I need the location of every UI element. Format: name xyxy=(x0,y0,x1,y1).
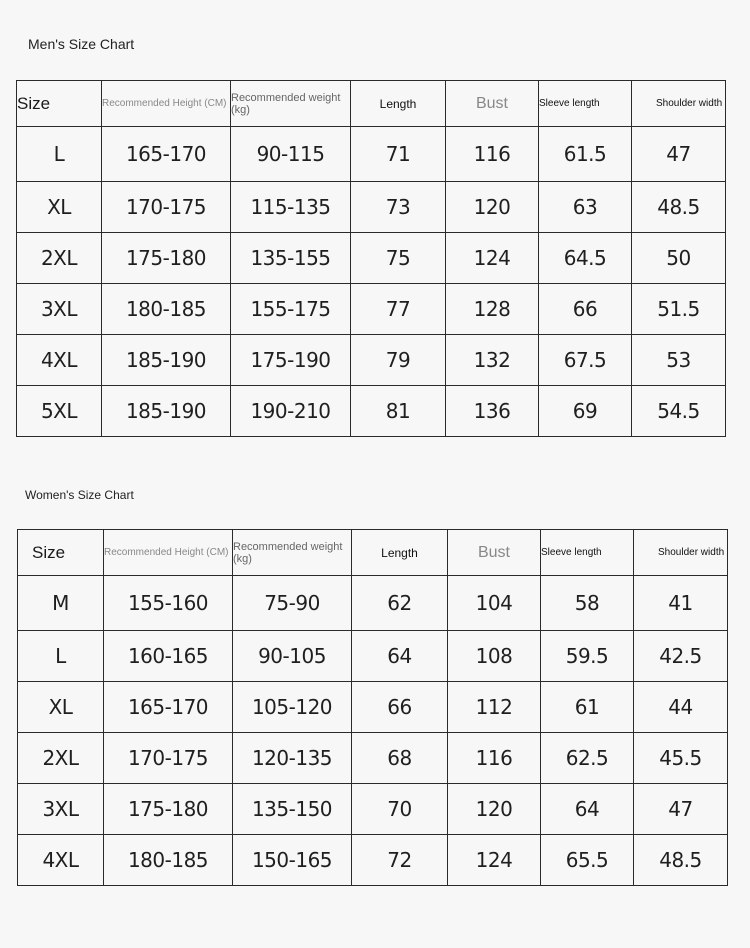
cell-bust: 108 xyxy=(448,631,541,682)
cell-length: 68 xyxy=(352,733,448,784)
cell-bust: 128 xyxy=(446,284,539,335)
table-row xyxy=(18,631,728,682)
header-length: Length xyxy=(351,81,446,127)
cell-size: L xyxy=(18,631,104,682)
cell-height: 180-185 xyxy=(102,284,231,335)
cell-weight: 120-135 xyxy=(233,733,352,784)
cell-height: 160-165 xyxy=(104,631,233,682)
cell-shoulder: 48.5 xyxy=(634,835,728,886)
cell-bust: 116 xyxy=(446,127,539,182)
cell-weight: 75-90 xyxy=(233,576,352,631)
cell-weight: 190-210 xyxy=(231,386,351,437)
header-recommended-height: Recommended Height (CM) xyxy=(102,81,231,127)
cell-height: 165-170 xyxy=(102,127,231,182)
cell-bust: 124 xyxy=(446,233,539,284)
cell-sleeve: 66 xyxy=(539,284,632,335)
table-row xyxy=(17,284,726,335)
cell-shoulder: 53 xyxy=(632,335,726,386)
cell-length: 62 xyxy=(352,576,448,631)
header-shoulder-width: Shoulder width xyxy=(634,530,728,576)
cell-sleeve: 58 xyxy=(541,576,634,631)
header-length: Length xyxy=(352,530,448,576)
cell-bust: 112 xyxy=(448,682,541,733)
cell-size: 4XL xyxy=(18,835,104,886)
cell-height: 165-170 xyxy=(104,682,233,733)
cell-bust: 104 xyxy=(448,576,541,631)
cell-shoulder: 47 xyxy=(632,127,726,182)
cell-size: 3XL xyxy=(18,784,104,835)
header-bust: Bust xyxy=(446,81,539,127)
cell-size: M xyxy=(18,576,104,631)
header-sleeve-length: Sleeve length xyxy=(539,81,632,127)
cell-weight: 90-115 xyxy=(231,127,351,182)
cell-shoulder: 48.5 xyxy=(632,182,726,233)
mens-size-table xyxy=(16,80,726,437)
cell-weight: 135-155 xyxy=(231,233,351,284)
header-size: Size xyxy=(18,530,104,576)
cell-shoulder: 44 xyxy=(634,682,728,733)
cell-shoulder: 54.5 xyxy=(632,386,726,437)
cell-height: 155-160 xyxy=(104,576,233,631)
cell-bust: 132 xyxy=(446,335,539,386)
cell-weight: 175-190 xyxy=(231,335,351,386)
cell-bust: 124 xyxy=(448,835,541,886)
cell-size: XL xyxy=(17,182,102,233)
cell-length: 73 xyxy=(351,182,446,233)
header-size: Size xyxy=(17,81,102,127)
cell-height: 170-175 xyxy=(104,733,233,784)
cell-bust: 116 xyxy=(448,733,541,784)
cell-shoulder: 50 xyxy=(632,233,726,284)
cell-length: 72 xyxy=(352,835,448,886)
header-recommended-height: Recommended Height (CM) xyxy=(104,530,233,576)
cell-height: 180-185 xyxy=(104,835,233,886)
cell-height: 185-190 xyxy=(102,386,231,437)
cell-shoulder: 42.5 xyxy=(634,631,728,682)
header-recommended-weight: Recommended weight (kg) xyxy=(233,530,352,576)
header-bust: Bust xyxy=(448,530,541,576)
cell-size: L xyxy=(17,127,102,182)
table-row xyxy=(17,127,726,182)
cell-length: 66 xyxy=(352,682,448,733)
header-recommended-weight: Recommended weight (kg) xyxy=(231,81,351,127)
cell-length: 79 xyxy=(351,335,446,386)
table-row xyxy=(17,233,726,284)
table-row xyxy=(18,784,728,835)
cell-sleeve: 65.5 xyxy=(541,835,634,886)
table-row xyxy=(17,182,726,233)
header-shoulder-width: Shoulder width xyxy=(632,81,726,127)
table-row xyxy=(18,733,728,784)
cell-size: 2XL xyxy=(17,233,102,284)
table-row xyxy=(18,682,728,733)
cell-length: 70 xyxy=(352,784,448,835)
cell-sleeve: 63 xyxy=(539,182,632,233)
cell-shoulder: 45.5 xyxy=(634,733,728,784)
cell-size: 5XL xyxy=(17,386,102,437)
table-row xyxy=(18,835,728,886)
cell-size: 2XL xyxy=(18,733,104,784)
cell-height: 170-175 xyxy=(102,182,231,233)
cell-size: 4XL xyxy=(17,335,102,386)
cell-sleeve: 61 xyxy=(541,682,634,733)
cell-sleeve: 64 xyxy=(541,784,634,835)
cell-sleeve: 62.5 xyxy=(541,733,634,784)
cell-weight: 150-165 xyxy=(233,835,352,886)
cell-bust: 120 xyxy=(448,784,541,835)
header-row xyxy=(17,81,726,127)
womens-size-table xyxy=(17,529,728,886)
cell-length: 64 xyxy=(352,631,448,682)
table-row xyxy=(18,576,728,631)
cell-shoulder: 41 xyxy=(634,576,728,631)
cell-length: 71 xyxy=(351,127,446,182)
cell-sleeve: 64.5 xyxy=(539,233,632,284)
womens-size-chart-title: Women's Size Chart xyxy=(25,488,134,502)
cell-shoulder: 47 xyxy=(634,784,728,835)
cell-height: 175-180 xyxy=(102,233,231,284)
cell-weight: 155-175 xyxy=(231,284,351,335)
cell-sleeve: 69 xyxy=(539,386,632,437)
mens-size-chart-title: Men's Size Chart xyxy=(28,36,135,52)
header-row xyxy=(18,530,728,576)
cell-shoulder: 51.5 xyxy=(632,284,726,335)
header-sleeve-length: Sleeve length xyxy=(541,530,634,576)
cell-size: 3XL xyxy=(17,284,102,335)
cell-length: 75 xyxy=(351,233,446,284)
cell-length: 81 xyxy=(351,386,446,437)
cell-weight: 105-120 xyxy=(233,682,352,733)
cell-weight: 135-150 xyxy=(233,784,352,835)
cell-size: XL xyxy=(18,682,104,733)
cell-sleeve: 61.5 xyxy=(539,127,632,182)
cell-weight: 115-135 xyxy=(231,182,351,233)
cell-height: 185-190 xyxy=(102,335,231,386)
cell-sleeve: 67.5 xyxy=(539,335,632,386)
cell-length: 77 xyxy=(351,284,446,335)
table-row xyxy=(17,335,726,386)
table-row xyxy=(17,386,726,437)
cell-bust: 136 xyxy=(446,386,539,437)
cell-weight: 90-105 xyxy=(233,631,352,682)
cell-height: 175-180 xyxy=(104,784,233,835)
cell-sleeve: 59.5 xyxy=(541,631,634,682)
cell-bust: 120 xyxy=(446,182,539,233)
